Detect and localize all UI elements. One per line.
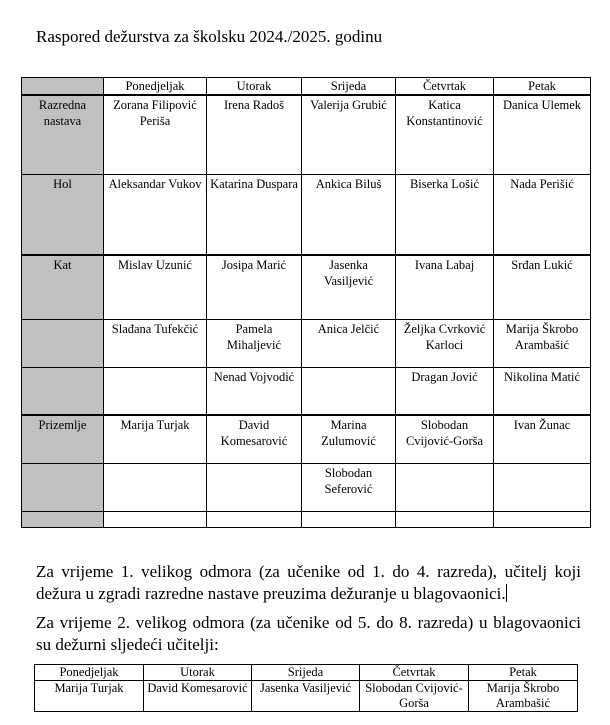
text-cursor xyxy=(506,584,507,602)
duty-cell xyxy=(104,511,207,527)
day-header: Četvrtak xyxy=(360,665,469,681)
duty-cell: Marina Zulumović xyxy=(302,415,396,463)
table-row xyxy=(22,319,591,367)
zone-label xyxy=(22,319,104,367)
zone-label: Hol xyxy=(22,174,104,255)
duty-cell: Marija Škrobo Arambašić xyxy=(494,319,591,367)
table-row xyxy=(22,463,591,511)
duty-cell: Nada Perišić xyxy=(494,174,591,255)
duty-cell xyxy=(396,511,494,527)
duty-cell: Srđan Lukić xyxy=(494,255,591,319)
duty-cell xyxy=(396,463,494,511)
day-header: Utorak xyxy=(207,78,302,96)
duty-cell xyxy=(207,463,302,511)
duty-cell: Valerija Grubić xyxy=(302,95,396,174)
duty-cell: Jasenka Vasiljević xyxy=(302,255,396,319)
day-header: Četvrtak xyxy=(396,78,494,96)
paragraph-first-break xyxy=(36,561,581,605)
duty-cell: Slobodan Cvijović-Gorša xyxy=(360,681,469,712)
duty-cell: Aleksandar Vukov xyxy=(104,174,207,255)
duty-cell xyxy=(104,463,207,511)
duty-cell: David Komesarović xyxy=(144,681,252,712)
day-header: Srijeda xyxy=(302,78,396,96)
duty-cell: Mislav Uzunić xyxy=(104,255,207,319)
corner-cell xyxy=(22,78,104,96)
table-row xyxy=(22,174,591,255)
table-row xyxy=(22,415,591,463)
zone-label: Razredna nastava xyxy=(22,95,104,174)
duty-cell: Slađana Tufekčić xyxy=(104,319,207,367)
duty-cell: Ankica Biluš xyxy=(302,174,396,255)
day-header: Srijeda xyxy=(252,665,360,681)
duty-cell: Željka Cvrković Karloci xyxy=(396,319,494,367)
duty-cell: Nikolina Matić xyxy=(494,367,591,415)
duty-cell: Katarina Duspara xyxy=(207,174,302,255)
duty-cell xyxy=(302,511,396,527)
duty-cell: Ivana Labaj xyxy=(396,255,494,319)
zone-label xyxy=(22,367,104,415)
duty-cell: Nenad Vojvodić xyxy=(207,367,302,415)
duty-cell: Biserka Lošić xyxy=(396,174,494,255)
table-row xyxy=(22,95,591,174)
day-header: Petak xyxy=(469,665,578,681)
duty-cell: Slobodan Seferović xyxy=(302,463,396,511)
day-header: Ponedjeljak xyxy=(104,78,207,96)
duty-cell: Katica Konstantinović xyxy=(396,95,494,174)
duty-cell xyxy=(494,463,591,511)
table-row xyxy=(22,511,591,527)
duty-cell xyxy=(494,511,591,527)
cafeteria-duty-table xyxy=(34,664,578,712)
paragraph-second-break: Za vrijeme 2. velikog odmora (za učenike od 5. do 8. razreda) u blagovaonici su dežurni sljedeći učitelji: xyxy=(36,613,581,654)
duty-cell xyxy=(302,367,396,415)
duty-cell xyxy=(207,511,302,527)
table-row xyxy=(22,367,591,415)
duty-cell: David Komesarović xyxy=(207,415,302,463)
zone-label: Prizemlje xyxy=(22,415,104,463)
duty-cell: Slobodan Cvijović-Gorša xyxy=(396,415,494,463)
duty-cell: Ivan Žunac xyxy=(494,415,591,463)
duty-cell: Irena Radoš xyxy=(207,95,302,174)
day-header: Ponedjeljak xyxy=(35,665,144,681)
day-header: Petak xyxy=(494,78,591,96)
duty-cell: Marija Turjak xyxy=(35,681,144,712)
table-row xyxy=(22,255,591,319)
table-row xyxy=(35,681,578,712)
duty-schedule-table xyxy=(21,77,591,528)
duty-cell: Dragan Jović xyxy=(396,367,494,415)
zone-label xyxy=(22,511,104,527)
zone-label: Kat xyxy=(22,255,104,319)
day-header: Utorak xyxy=(144,665,252,681)
duty-cell xyxy=(104,367,207,415)
duty-cell: Marija Turjak xyxy=(104,415,207,463)
duty-cell: Zorana Filipović Periša xyxy=(104,95,207,174)
duty-cell: Jasenka Vasiljević xyxy=(252,681,360,712)
duty-cell: Josipa Marić xyxy=(207,255,302,319)
zone-label xyxy=(22,463,104,511)
duty-cell: Danica Ulemek xyxy=(494,95,591,174)
header-row xyxy=(22,78,591,96)
header-row xyxy=(35,665,578,681)
duty-cell: Pamela Mihaljević xyxy=(207,319,302,367)
duty-cell: Marija Škrobo Arambašić xyxy=(469,681,578,712)
paragraph-first-break-text: Za vrijeme 1. velikog odmora (za učenike od 1. do 4. razreda), učitelj koji dežura u zgradi razredne nastave preuzima dežuranje u blagovaonici. xyxy=(36,562,581,603)
document-title: Raspored dežurstva za školsku 2024./2025. godinu xyxy=(36,27,383,46)
duty-cell: Anica Jelčić xyxy=(302,319,396,367)
